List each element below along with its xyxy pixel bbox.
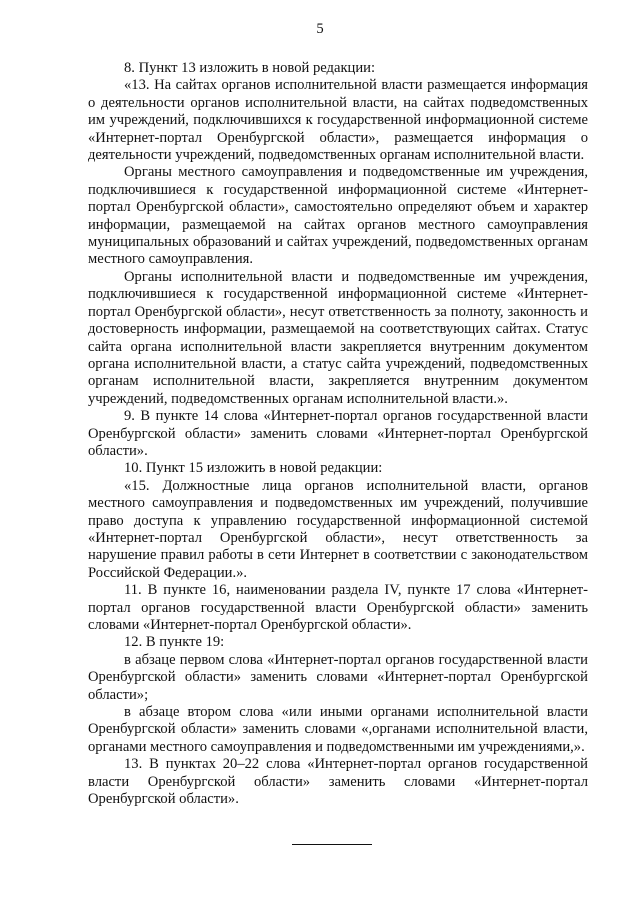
paragraph-quote-13-part-2: Органы местного самоуправления и подведомственные им учреждения, подключившиеся к государственной информационной системе «Интернет-портал Оренбургской области», самостоятельно определяют объем и характер информации, размещаемой на сайтах органов местного самоуправления муниципальных образований и сайтах учреждений, подведомственных органам местного самоуправления. [88,164,588,268]
paragraph-item-9: 9. В пункте 14 слова «Интернет-портал органов государственной власти Оренбургской области» заменить словами «Интернет-портал Оренбургской области». [88,408,588,459]
paragraph-item-13: 13. В пунктах 20–22 слова «Интернет-портал органов государственной власти Оренбургской области» заменить словами «Интернет-портал Оренбургской области». [88,756,588,808]
paragraph-item-12: 12. В пункте 19: [124,634,225,651]
paragraph-item-8: 8. Пункт 13 изложить в новой редакции: [124,60,376,76]
paragraph-item-12-second-clause: в абзаце втором слова «или иными органами исполнительной власти Оренбургской области» заменить словами «,органами исполнительной власти, органами местного самоуправления и подведомственными им учреждениями,». [88,704,588,755]
paragraph-item-12-first-clause: в абзаце первом слова «Интернет-портал органов государственной власти Оренбургской области» заменить словами «Интернет-портал Оренбургской области»; [88,651,588,703]
paragraph-item-11: 11. В пункте 16, наименовании раздела IV, пункте 17 слова «Интернет-портал органов государственной власти Оренбургской области» заменить словами «Интернет-портал Оренбургской области». [88,582,588,633]
paragraph-quote-15: «15. Должностные лица органов исполнительной власти, органов местного самоуправления и подведомственных им учреждений, получившие право доступа к управлению государственной информационной системой «Интернет-портал Оренбургской области», несут ответственность за нарушение правил работы в сети Интернет в соответствии с законодательством Российской Федерации.». [88,477,588,581]
page-number: 5 [316,21,324,37]
end-divider-line [292,844,372,845]
paragraph-quote-13-part-1: «13. На сайтах органов исполнительной власти размещается информация о деятельности органов исполнительной власти, на сайтах подведомственных им учреждений, подключившихся к государственной информационной системе «Интернет-портал Оренбургской области», размещается информация о деятельности учреждений, подведомственных органам исполнительной власти. [88,77,588,164]
document-body [88,60,588,808]
paragraph-quote-13-part-3: Органы исполнительной власти и подведомственные им учреждения, подключившиеся к государственной информационной системе «Интернет-портал Оренбургской области», несут ответственность за полноту, законность и достоверность информации, размещаемой на соответствующих сайтах. Статус сайта органа исполнительной власти закрепляется внутренним документом органа исполнительной власти, а статус сайта учреждений, подведомственных органам исполнительной власти, закрепляется внутренним документом учреждений, подведомственных органам исполнительной власти.». [88,268,588,407]
paragraph-item-10: 10. Пункт 15 изложить в новой редакции: [124,460,383,477]
